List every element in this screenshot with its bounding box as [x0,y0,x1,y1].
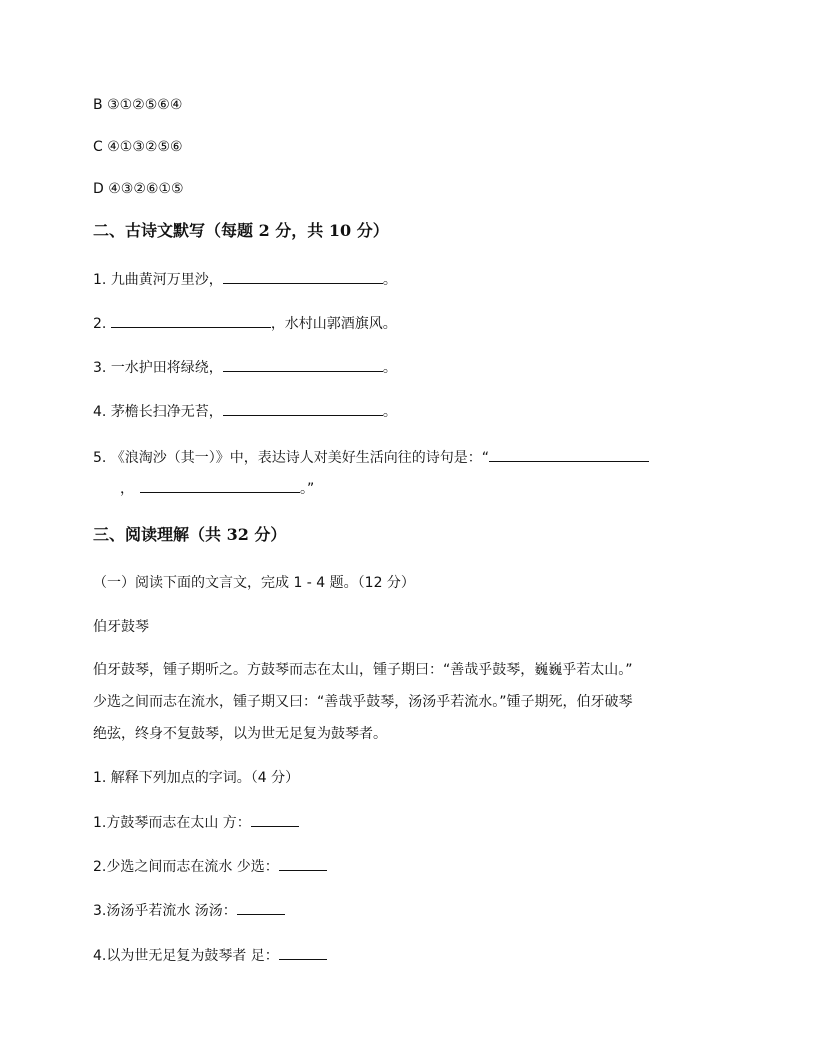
section-2-title: 二、古诗文默写 [93,221,206,240]
item-text: 《浪淘沙（其一）》中，表达诗人对美好生活向往的诗句是：“ [110,450,490,466]
item-text: 九曲黄河万里沙， [110,272,223,288]
answer-blank[interactable] [279,947,327,960]
option-b [93,95,182,115]
item-number: 4. [93,404,107,420]
recitation-item-2 [93,314,397,334]
option-letter: C [93,139,103,155]
option-letter: B [93,97,103,113]
answer-blank[interactable] [223,271,383,284]
option-text: ④③②⑥①⑤ [108,181,184,197]
recitation-item-5 [93,448,649,468]
passage-line-2: 少选之间而志在流水，锺子期又曰：“善哉乎鼓琴，汤汤乎若流水。”锺子期死，伯牙破琴 [93,694,633,710]
answer-blank[interactable] [111,315,271,328]
passage-title: 伯牙鼓琴 [93,619,149,635]
recitation-item-1 [93,270,397,290]
item-text-end: ，水村山郭酒旗风。 [270,316,397,332]
passage-line-3: 绝弦，终身不复鼓琴，以为世无足复为鼓琴者。 [93,726,387,742]
item-text-end: 。” [300,481,315,497]
section-3-title: 三、阅读理解 [93,525,190,544]
passage-line-1: 伯牙鼓琴，锺子期听之。方鼓琴而志在太山，锺子期曰：“善哉乎鼓琴，巍巍乎若太山。” [93,662,633,678]
answer-blank[interactable] [251,814,299,827]
question-1-item-4 [93,946,327,966]
recitation-item-4 [93,402,397,422]
item-text: 茅檐长扫净无苔， [110,404,223,420]
section-3-heading [93,525,286,545]
answer-blank[interactable] [489,449,649,462]
answer-blank[interactable] [223,359,383,372]
question-1-item-1 [93,813,299,833]
item-number: 1. [93,272,107,288]
item-number: 2. [93,316,107,332]
item-number: 5. [93,450,107,466]
item-number: 3. [93,360,107,376]
section-3-note: （共 32 分） [189,525,287,544]
answer-blank[interactable] [237,902,285,915]
answer-blank[interactable] [279,858,327,871]
option-d [93,179,184,199]
recitation-item-3 [93,358,397,378]
option-letter: D [93,181,104,197]
answer-blank[interactable] [223,403,383,416]
section-2-note: （每题 2 分，共 10 分） [205,221,389,240]
question-1-prompt: 1. 解释下列加点的字词。（4 分） [93,770,300,786]
item-text: 1.方鼓琴而志在太山 方： [93,815,251,831]
item-text: 4.以为世无足复为鼓琴者 足： [93,948,279,964]
question-1-item-3 [93,901,285,921]
item-text-end: 。 [382,404,397,420]
reading-intro: （一）阅读下面的文言文，完成 1 - 4 题。（12 分） [93,575,415,591]
option-c [93,137,183,157]
item-text: 2.少选之间而志在流水 少选： [93,859,279,875]
item-text: 一水护田将绿绕， [110,360,223,376]
item-text: 3.汤汤乎若流水 汤汤： [93,903,237,919]
item-text-end: 。 [382,272,397,288]
section-2-heading [93,221,389,241]
item-text: ， [120,481,134,497]
question-1-item-2 [93,857,327,877]
recitation-item-5-continued [120,479,314,499]
option-text: ③①②⑤⑥④ [107,97,183,113]
option-text: ④①③②⑤⑥ [107,139,183,155]
answer-blank[interactable] [140,480,300,493]
item-text-end: 。 [382,360,397,376]
